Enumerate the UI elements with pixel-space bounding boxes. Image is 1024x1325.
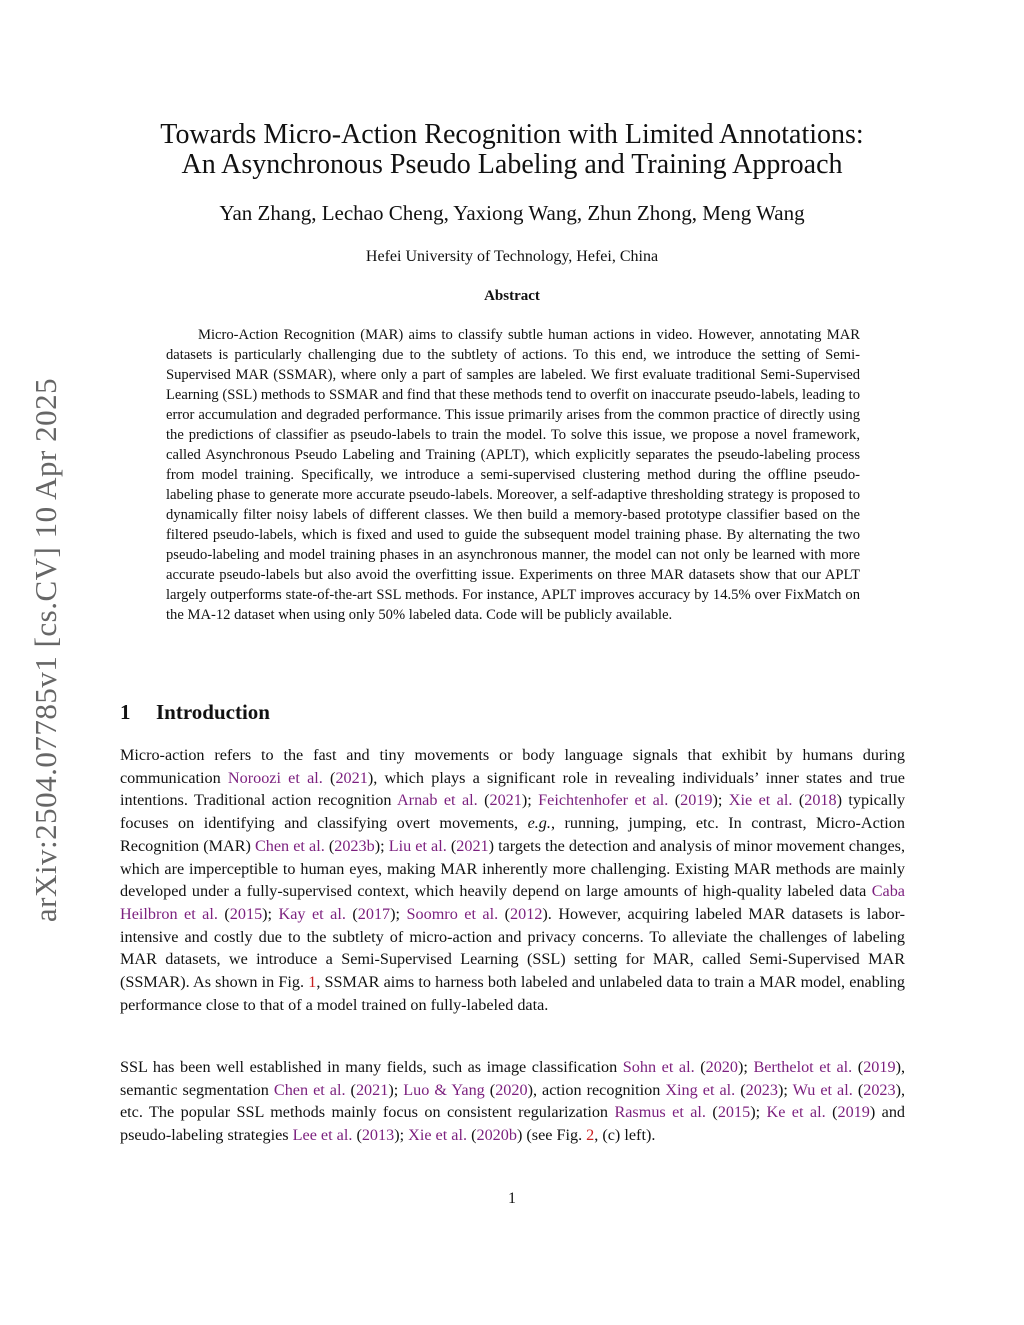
text-run: , SSMAR aims to harness both labeled and unlabeled data to train a MAR model, enabling performance close to that of a model trained on fully-labeled data. bbox=[120, 973, 906, 1014]
text-run: ) targets the detection and analysis of minor movement changes, which are imperceptible to human eyes, making MAR inherently more challenging. Existing MAR methods are mainly developed under a fully-supervised context, which heavily depend on large amounts of high-quality labeled data bbox=[120, 836, 905, 901]
text-run: , (c) left). bbox=[594, 1126, 656, 1145]
citation-link[interactable]: Lee et al. bbox=[292, 1126, 353, 1145]
text-run: ) (see Fig. bbox=[516, 1126, 587, 1145]
text-run: ), semantic segmentation bbox=[120, 1058, 906, 1099]
text-run: ( bbox=[852, 1058, 864, 1076]
citation-link[interactable]: Luo & Yang bbox=[403, 1080, 485, 1099]
citation-link[interactable]: Feichtenhofer et al. bbox=[538, 791, 669, 810]
citation-year-link[interactable]: 2020 bbox=[495, 1080, 528, 1099]
citation-link[interactable]: Sohn et al. bbox=[622, 1058, 695, 1076]
emphasis-eg: e.g. bbox=[527, 814, 551, 833]
text-run: ( bbox=[345, 904, 358, 923]
citation-year-link[interactable]: 2023 bbox=[863, 1080, 896, 1099]
page-number: 1 bbox=[508, 1190, 516, 1207]
text-run: ( bbox=[825, 1103, 838, 1122]
figure-ref-link[interactable]: 2 bbox=[586, 1126, 595, 1145]
text-run: ( bbox=[352, 1126, 362, 1145]
citation-year-link[interactable]: 2019 bbox=[837, 1103, 870, 1122]
citation-year-link[interactable]: 2021 bbox=[456, 836, 489, 855]
text-run: ( bbox=[694, 1058, 706, 1076]
citation-year-link[interactable]: 2023 bbox=[745, 1080, 778, 1099]
text-run: ); bbox=[374, 836, 389, 855]
text-run: ) and pseudo-labeling strategies bbox=[120, 1103, 906, 1145]
citation-year-link[interactable]: 2021 bbox=[489, 791, 522, 810]
text-run: ( bbox=[792, 791, 805, 810]
text-run: ( bbox=[668, 791, 681, 810]
text-run: ), etc. The popular SSL methods mainly focus on consistent regularization bbox=[120, 1080, 906, 1122]
section-title: Introduction bbox=[156, 700, 270, 724]
text-run: Micro-action refers to the fast and tiny movements or body language signals that exhibit by humans during communication bbox=[120, 746, 905, 787]
arxiv-sidebar-stamp bbox=[18, 350, 74, 950]
text-run: ); bbox=[737, 1058, 754, 1076]
citation-link[interactable]: Ke et al. bbox=[766, 1103, 826, 1122]
citation-link[interactable]: Caba Heilbron et al. bbox=[120, 882, 905, 923]
author-list: Yan Zhang, Lechao Cheng, Yaxiong Wang, Zhun Zhong, Meng Wang bbox=[219, 201, 805, 225]
citation-year-link[interactable]: 2018 bbox=[804, 791, 837, 810]
intro-paragraph-2 bbox=[120, 1056, 905, 1147]
citation-link[interactable]: Xing et al. bbox=[665, 1080, 736, 1099]
abstract-text: Micro-Action Recognition (MAR) aims to classify subtle human actions in video. However, annotating MAR datasets is particularly challenging due to the subtlety of actions. To this end, we introduce the setting of Semi-Supervised MAR (SSMAR), where only a part of samples are labeled. We first evaluate traditional Semi-Supervised Learning (SSL) methods to SSMAR and find that these methods tend to overfit on inaccurate pseudo-labels, leading to error accumulation and degraded performance. This issue primarily arises from the common practice of directly using the predictions of classifier as pseudo-labels to train the model. To solve this issue, we propose a novel framework, called Asynchronous Pseudo Labeling and Training (APLT), which explicitly separates the pseudo-labeling process from model training. Specifically, we introduce a semi-supervised clustering method during the offline pseudo-labeling phase to generate more accurate pseudo-labels. Moreover, a self-adaptive thresholding strategy is proposed to dynamically filter noisy labels of different classes. We then build a memory-based prototype classifier based on the filtered pseudo-labels, which is fixed and used to guide the subsequent model training phase. By alternating the two pseudo-labeling and model training phases in an asynchronous manner, the model can not only be learned with more accurate pseudo-labels but also avoid the overfitting issue. Experiments on three MAR datasets show that our APLT largely outperforms state-of-the-art SSL methods. For instance, APLT improves accuracy by 14.5% over FixMatch on the MA-12 dataset when using only 50% labeled data. Code will be publicly available. bbox=[166, 327, 860, 623]
text-run: ( bbox=[324, 836, 335, 855]
citation-year-link[interactable]: 2017 bbox=[357, 904, 391, 923]
citation-link[interactable]: Rasmus et al. bbox=[614, 1103, 706, 1122]
text-run: ); bbox=[750, 1103, 767, 1122]
citation-year-link[interactable]: 2021 bbox=[355, 1080, 389, 1099]
text-run: ); bbox=[388, 1080, 404, 1099]
text-run: ( bbox=[446, 836, 457, 855]
text-run: ) typically focuses on identifying and classifying overt movements, bbox=[120, 791, 906, 833]
citation-link[interactable]: Berthelot et al. bbox=[753, 1058, 853, 1076]
citation-link[interactable]: Wu et al. bbox=[792, 1080, 853, 1099]
citation-year-link[interactable]: 2020b bbox=[476, 1126, 517, 1145]
text-run: ); bbox=[390, 904, 407, 923]
citation-link[interactable]: Xie et al. bbox=[728, 791, 793, 810]
citation-year-link[interactable]: 2015 bbox=[229, 904, 263, 923]
section-heading-introduction bbox=[120, 699, 270, 725]
title-line-1: Towards Micro-Action Recognition with Limited Annotations: bbox=[160, 119, 864, 150]
text-run: ), action recognition bbox=[527, 1080, 666, 1099]
text-run: ( bbox=[852, 1080, 864, 1099]
text-run: , running, jumping, etc. In contrast, Micro-Action Recognition (MAR) bbox=[120, 814, 905, 855]
citation-link[interactable]: Chen et al. bbox=[254, 836, 325, 855]
title-line-2: An Asynchronous Pseudo Labeling and Training Approach bbox=[181, 149, 843, 180]
paper-title bbox=[120, 120, 904, 180]
citation-year-link[interactable]: 2020 bbox=[705, 1058, 738, 1076]
text-run: ( bbox=[467, 1126, 477, 1145]
citation-link[interactable]: Arnab et al. bbox=[396, 791, 478, 810]
citation-link[interactable]: Liu et al. bbox=[388, 836, 447, 855]
citation-year-link[interactable]: 2021 bbox=[335, 768, 368, 787]
citation-year-link[interactable]: 2012 bbox=[510, 904, 543, 923]
text-run: ( bbox=[322, 768, 336, 787]
text-run: ), which plays a significant role in revealing individuals’ inner states and true intentions. Traditional action recognition bbox=[120, 768, 905, 810]
text-run: SSL has been well established in many fields, such as image classification bbox=[120, 1058, 623, 1076]
citation-link[interactable]: Soomro et al. bbox=[406, 904, 499, 923]
text-run: ( bbox=[735, 1080, 746, 1099]
citation-year-link[interactable]: 2019 bbox=[680, 791, 713, 810]
text-run: ( bbox=[498, 904, 511, 923]
text-run: ( bbox=[477, 791, 490, 810]
section-number: 1 bbox=[120, 700, 131, 724]
text-run: ). However, acquiring labeled MAR datasets is labor-intensive and costly due to the subtlety of micro-action and privacy concerns. To alleviate the challenges of labeling MAR datasets, we introduce a Semi-Supervised Learning (SSL) setting for MAR, called Semi-Supervised MAR (SSMAR). As shown in Fig. bbox=[120, 904, 906, 992]
citation-year-link[interactable]: 2023b bbox=[334, 836, 375, 855]
intro-paragraph-1 bbox=[120, 744, 905, 1016]
citation-link[interactable]: Xie et al. bbox=[408, 1126, 468, 1145]
figure-ref-link[interactable]: 1 bbox=[308, 973, 317, 992]
citation-year-link[interactable]: 2019 bbox=[863, 1058, 896, 1076]
text-run: ); bbox=[521, 791, 539, 810]
abstract-heading: Abstract bbox=[484, 288, 540, 304]
citation-year-link[interactable]: 2015 bbox=[717, 1103, 751, 1122]
text-run: ); bbox=[712, 791, 729, 810]
citation-link[interactable]: Noroozi et al. bbox=[227, 768, 323, 787]
text-run: ); bbox=[777, 1080, 793, 1099]
citation-link[interactable]: Chen et al. bbox=[273, 1080, 346, 1099]
text-run: ( bbox=[217, 904, 230, 923]
arxiv-id: arXiv:2504.07785v1 [cs.CV] 10 Apr 2025 bbox=[28, 377, 63, 923]
text-run: ( bbox=[705, 1103, 718, 1122]
text-run: ( bbox=[345, 1080, 356, 1099]
text-run: ( bbox=[484, 1080, 496, 1099]
affiliation: Hefei University of Technology, Hefei, China bbox=[365, 248, 659, 265]
text-run: ); bbox=[262, 904, 279, 923]
citation-year-link[interactable]: 2013 bbox=[361, 1126, 395, 1145]
text-run: ); bbox=[394, 1126, 409, 1145]
citation-link[interactable]: Kay et al. bbox=[278, 904, 346, 923]
